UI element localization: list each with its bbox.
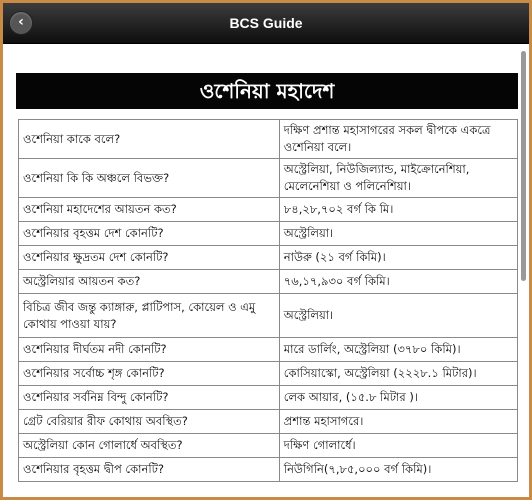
chevron-left-icon: ‹: [18, 14, 24, 30]
question-cell: ওশেনিয়ার বৃহত্তম দ্বীপ কোনটি?: [19, 458, 280, 482]
table-row: [19, 246, 518, 270]
table-row: [19, 386, 518, 410]
table-row: [19, 270, 518, 294]
table-row: [19, 159, 518, 198]
answer-cell: অস্ট্রেলিয়া, নিউজিল্যান্ড, মাইক্রোনেশিয়া, মেলেনেশিয়া ও পলিনেশিয়া।: [279, 159, 517, 198]
table-row: [19, 458, 518, 482]
question-cell: ওশেনিয়ার দীর্ঘতম নদী কোনটি?: [19, 338, 280, 362]
question-cell: ওশেনিয়ার সর্বোচ্চ শৃঙ্গ কোনটি?: [19, 362, 280, 386]
question-cell: ওশেনিয়ার ক্ষুদ্রতম দেশ কোনটি?: [19, 246, 280, 270]
app-title: BCS Guide: [229, 15, 303, 31]
question-cell: অস্ট্রেলিয়ার আয়তন কত?: [19, 270, 280, 294]
top-bar: [3, 3, 529, 44]
answer-cell: নিউগিনি(৭,৮৫,০০০ বর্গ কিমি)।: [279, 458, 517, 482]
answer-cell: দক্ষিণ প্রশান্ত মহাসাগরের সকল দ্বীপকে একত্রে ওশেনিয়া বলে।: [279, 120, 517, 159]
table-row: [19, 362, 518, 386]
question-cell: ওশেনিয়া কাকে বলে?: [19, 120, 280, 159]
scrollbar-thumb[interactable]: [521, 51, 526, 281]
answer-cell: ৮৪,২৮,৭০২ বর্গ কি মি।: [279, 198, 517, 222]
question-cell: ওশেনিয়ার বৃহত্তম দেশ কোনটি?: [19, 222, 280, 246]
question-cell: অস্ট্রেলিয়া কোন গোলার্ধে অবস্থিত?: [19, 434, 280, 458]
table-row: [19, 294, 518, 338]
question-cell: ওশেনিয়া কি কি অঞ্চলে বিভক্ত?: [19, 159, 280, 198]
question-cell: গ্রেট বেরিয়ার রীফ কোথায় অবস্থিত?: [19, 410, 280, 434]
question-cell: ওশেনিয়ার সর্বনিম্ন বিন্দু কোনটি?: [19, 386, 280, 410]
page-heading: ওশেনিয়া মহাদেশ: [16, 73, 518, 109]
table-row: [19, 338, 518, 362]
qa-table: [18, 119, 518, 482]
app-frame: [3, 3, 529, 497]
question-cell: বিচিত্র জীব জন্তু ক্যাঙ্গারু, প্লাটিপাস, কোয়েল ও এমু কোথায় পাওয়া যায়?: [19, 294, 280, 338]
table-row: [19, 120, 518, 159]
answer-cell: নাউরু (২১ বর্গ কিমি)।: [279, 246, 517, 270]
answer-cell: লেক আয়ার, (১৫.৮ মিটার )।: [279, 386, 517, 410]
table-row: [19, 222, 518, 246]
table-row: [19, 410, 518, 434]
content-area[interactable]: [3, 43, 521, 497]
table-row: [19, 434, 518, 458]
answer-cell: অস্ট্রেলিয়া।: [279, 222, 517, 246]
question-cell: ওশেনিয়া মহাদেশের আয়তন কত?: [19, 198, 280, 222]
answer-cell: প্রশান্ত মহাসাগরে।: [279, 410, 517, 434]
answer-cell: অস্ট্রেলিয়া।: [279, 294, 517, 338]
answer-cell: মারে ডার্লিং, অস্ট্রেলিয়া (৩৭৮০ কিমি)।: [279, 338, 517, 362]
table-row: [19, 198, 518, 222]
answer-cell: কোসিয়াস্কো, অস্ট্রেলিয়া (২২২৮.১ মিটার)।: [279, 362, 517, 386]
answer-cell: ৭৬,১৭,৯৩০ বর্গ কিমি।: [279, 270, 517, 294]
answer-cell: দক্ষিণ গোলার্ধে।: [279, 434, 517, 458]
